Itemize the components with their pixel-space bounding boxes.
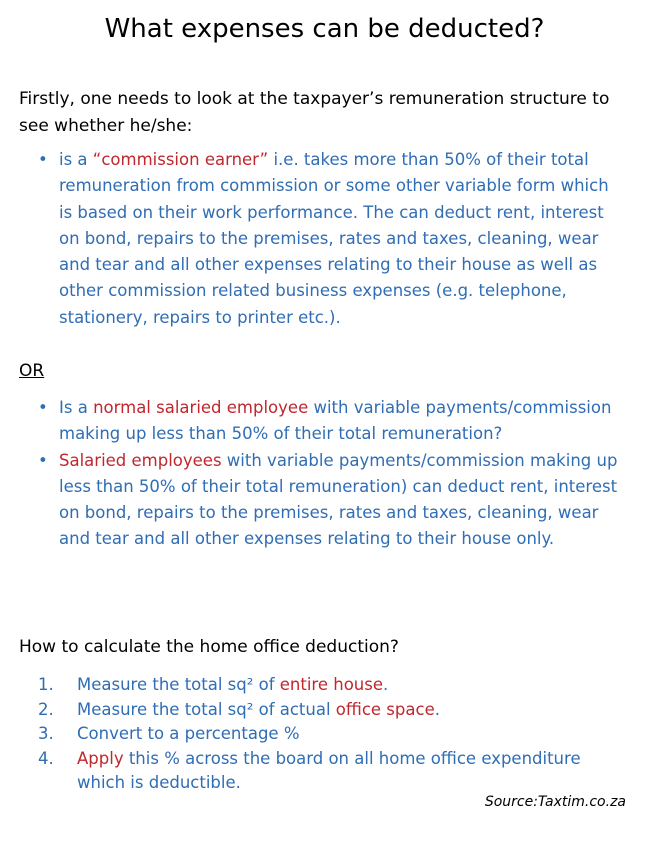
step-item	[38, 747, 630, 796]
intro-paragraph: Firstly, one needs to look at the taxpayer’s remuneration structure to see whether he/she:	[19, 89, 610, 136]
step-text-pre: Measure the total sq² of	[77, 675, 280, 694]
step-text: Convert to a percentage %	[77, 724, 300, 743]
step-text-post: .	[383, 675, 389, 694]
salaried-list	[35, 395, 627, 553]
bullet-highlight: “commission earner”	[92, 150, 269, 169]
bullet-text-post: with variable payments/commission making up less than 50% of their total remuneration?	[59, 398, 612, 444]
bullet-text-post: i.e. takes more than 50% of their total remuneration from commission or some other variable form which is based on their work performance. The can deduct rent, interest on bond, repairs to the premises, rates and taxes, cleaning, wear and tear and all other expenses relating to their house as well as other commission related business expenses (e.g. telephone, stationery, repairs to printer etc.).	[59, 150, 609, 327]
step-highlight: entire house	[279, 675, 383, 694]
step-highlight: office space	[335, 699, 435, 719]
step-number: 1.	[38, 675, 54, 694]
bullet-text-post: with variable payments/commission making up less than 50% of their total remuneration) can deduct rent, interest on bond, repairs to the premises, rates and taxes, cleaning, wear and tear and all other expenses relating to their house only.	[59, 450, 618, 549]
step-item	[38, 722, 630, 747]
calc-heading: How to calculate the home office deduction?	[19, 637, 399, 657]
step-number: 3.	[38, 724, 54, 743]
page-title: What expenses can be deducted?	[104, 14, 545, 44]
step-item	[38, 673, 630, 698]
bullet-icon: •	[38, 398, 48, 417]
bullet-text-pre: is a	[59, 150, 93, 169]
step-number: 4.	[38, 748, 54, 768]
or-label: OR	[19, 361, 45, 381]
list-item-salaried-employees	[35, 448, 627, 553]
bullet-highlight: Salaried employees	[59, 450, 222, 470]
structure-list	[35, 147, 627, 331]
step-highlight: Apply	[77, 748, 124, 768]
bullet-icon: •	[38, 150, 48, 169]
step-text-pre: Measure the total sq² of actual	[77, 699, 336, 719]
list-item-normal-salaried	[35, 395, 627, 448]
step-item	[38, 698, 630, 723]
calc-steps-list	[38, 673, 630, 796]
step-number: 2.	[38, 699, 54, 719]
source-credit: Source:Taxtim.co.za	[484, 794, 626, 810]
bullet-icon: •	[38, 450, 48, 470]
step-text-post: .	[434, 699, 440, 719]
bullet-text-pre: Is a	[59, 398, 94, 417]
bullet-highlight: normal salaried employee	[93, 398, 309, 417]
list-item-commission-earner	[35, 147, 627, 331]
step-text-post: this % across the board on all home office expenditure which is deductible.	[77, 748, 581, 792]
